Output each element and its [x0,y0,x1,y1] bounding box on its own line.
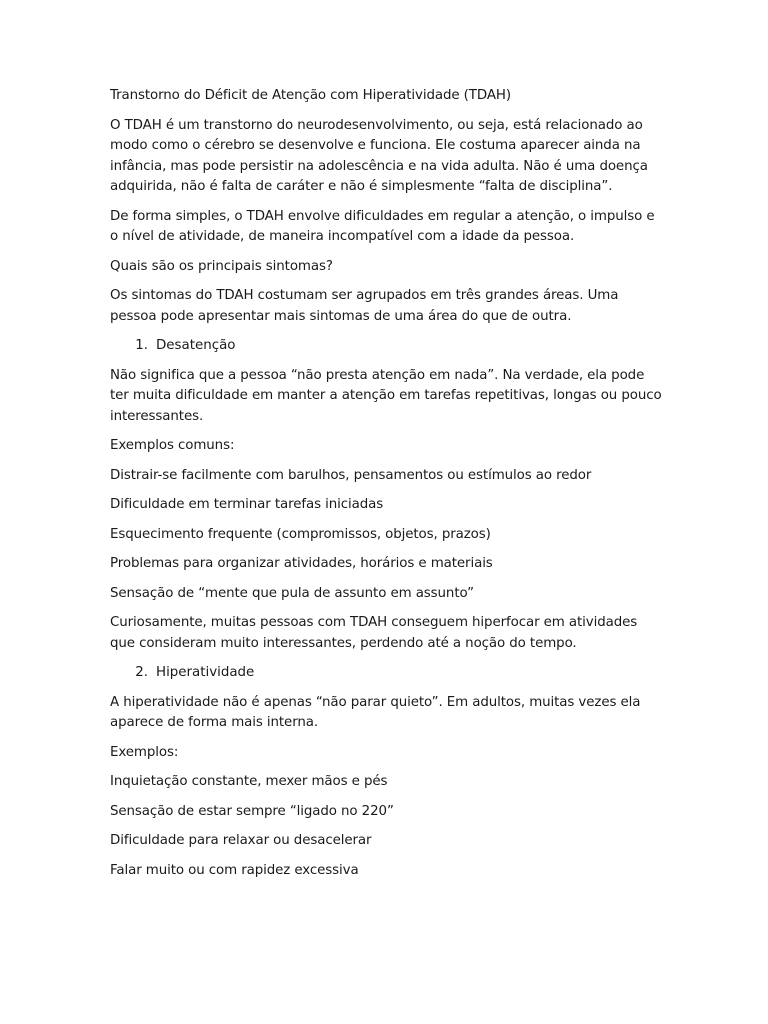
section-number: 2. [135,665,148,680]
example-item: Dificuldade para relaxar ou desacelerar [110,833,372,848]
intro-paragraph: O TDAH é um transtorno do neurodesenvolvimento, ou seja, está relacionado ao modo como o cérebro se desenvolve e funciona. Ele costuma aparecer ainda na infância, mas pode persistir na adolescência e na vida adulta. Não é uma doença adquirida, não é falta de caráter e não é simplesmente “falta de disciplina”. [110,117,648,194]
example-item: Sensação de “mente que pula de assunto em assunto” [110,585,474,601]
document-page [110,86,666,890]
section-heading-text: Hiperatividade [156,665,255,680]
inattention-closing: Curiosamente, muitas pessoas com TDAH conseguem hiperfocar em atividades que consideram muito interessantes, perdendo até a noção do tempo. [110,615,638,651]
section-heading-inattention [110,336,666,357]
example-item: Sensação de estar sempre “ligado no 220” [110,803,394,819]
example-item: Esquecimento frequente (compromissos, objetos, prazos) [110,526,491,542]
section-number: 1. [135,338,148,353]
symptoms-intro-paragraph: Os sintomas do TDAH costumam ser agrupados em três grandes áreas. Uma pessoa pode apresentar mais sintomas de uma área do que de outra. [110,288,619,324]
example-item: Dificuldade em terminar tarefas iniciadas [110,497,384,512]
symptoms-question: Quais são os principais sintomas? [110,258,333,274]
section-heading-text: Desatenção [156,338,236,353]
example-item: Falar muito ou com rapidez excessiva [110,862,359,878]
inattention-description: Não significa que a pessoa “não presta atenção em nada”. Na verdade, ela pode ter muita dificuldade em manter a atenção em tarefas repetitivas, longas ou pouco interessantes. [110,367,662,424]
section-heading-hyperactivity [110,663,666,684]
example-item: Problemas para organizar atividades, horários e materiais [110,556,493,571]
definition-paragraph: De forma simples, o TDAH envolve dificuldades em regular a atenção, o impulso e o nível de atividade, de maneira incompatível com a idade da pessoa. [110,208,655,244]
examples-label: Exemplos: [110,744,179,760]
example-item: Distrair-se facilmente com barulhos, pensamentos ou estímulos ao redor [110,467,592,483]
hyperactivity-description: A hiperatividade não é apenas “não parar quieto”. Em adultos, muitas vezes ela aparece de forma mais interna. [110,694,641,730]
examples-label: Exemplos comuns: [110,438,235,453]
example-item: Inquietação constante, mexer mãos e pés [110,774,388,789]
document-title: Transtorno do Déficit de Atenção com Hiperatividade (TDAH) [110,88,512,103]
